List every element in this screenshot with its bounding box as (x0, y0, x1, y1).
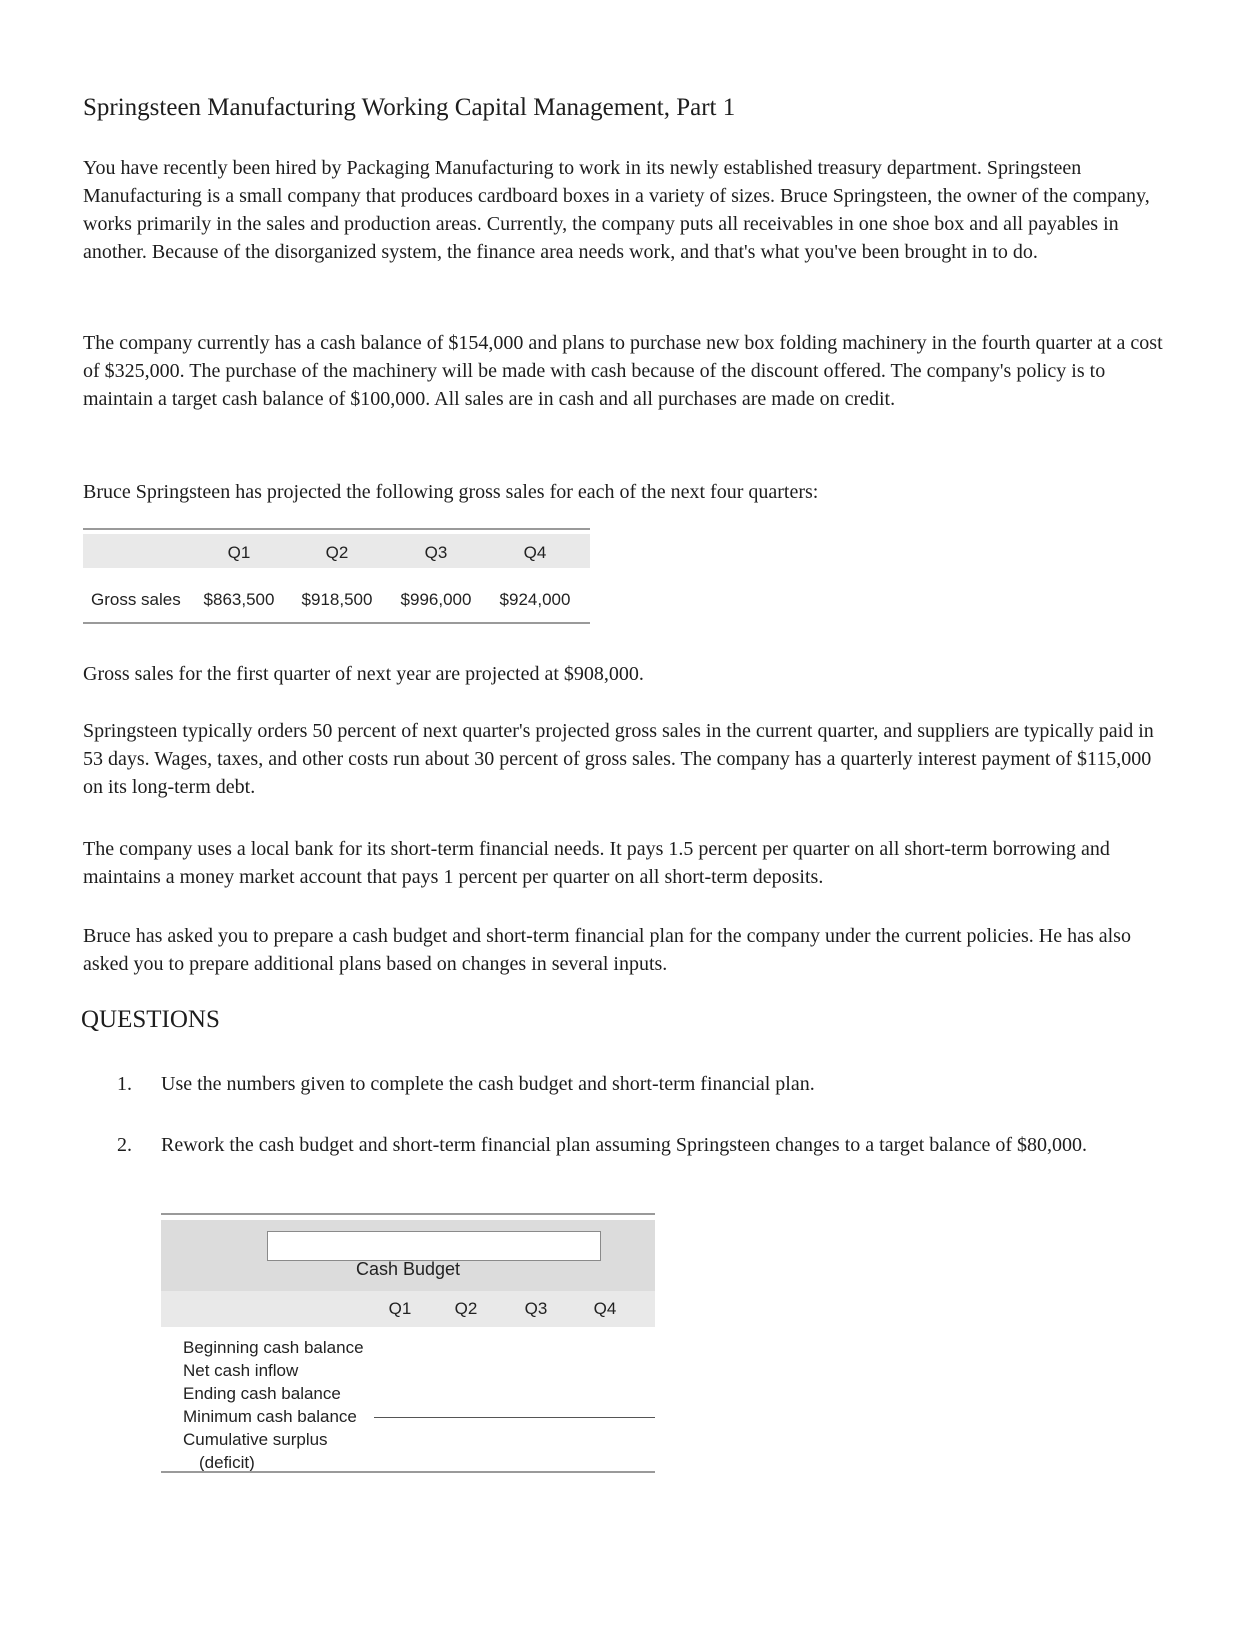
question-2-number: 2. (117, 1134, 132, 1156)
budget-blank-box (267, 1231, 601, 1261)
intro-paragraph: You have recently been hired by Packaging Manufacturing to work in its newly established treasury department. Springsteen Manufacturing is a small company that produces cardboard boxes in a variety of sizes. Bruce Springsteen, the owner of the company, works primarily in the sales and production areas. Currently, the company puts all receivables in one shoe box and all payables in another. Because of the disorganized system, the finance area needs work, and that's what you've been brought in to do. (83, 157, 1150, 263)
row-label-gross-sales: Gross sales (91, 590, 181, 609)
gross-sales-q4: $924,000 (499, 590, 571, 609)
minimum-balance-underline (374, 1417, 655, 1418)
budget-top-rule (161, 1213, 655, 1215)
column-header-q4: Q4 (523, 543, 547, 562)
budget-header-q1: Q1 (388, 1299, 412, 1318)
gross-sales-q2: $918,500 (301, 590, 373, 609)
question-1-number: 1. (117, 1073, 132, 1095)
column-header-q1: Q1 (227, 543, 251, 562)
row-deficit: (deficit) (199, 1453, 255, 1472)
row-ending-cash-balance: Ending cash balance (183, 1384, 341, 1403)
budget-title: Cash Budget (355, 1259, 461, 1279)
gross-sales-table (83, 528, 590, 626)
cash-position-paragraph: The company currently has a cash balance of $154,000 and plans to purchase new box folding machinery in the fourth quarter at a cost of $325,000. The purchase of the machinery will be made with cash because of the discount offered. The company's policy is to maintain a target cash balance of $100,000. All sales are in cash and all purchases are made on credit. (83, 332, 1163, 410)
gross-sales-q1: $863,500 (203, 590, 275, 609)
row-net-cash-inflow: Net cash inflow (183, 1361, 299, 1380)
questions-heading: QUESTIONS (81, 1006, 220, 1033)
next-year-paragraph: Gross sales for the first quarter of next year are projected at $908,000. (83, 663, 644, 685)
table-top-rule (83, 528, 590, 530)
gross-sales-q3: $996,000 (400, 590, 472, 609)
request-paragraph: Bruce has asked you to prepare a cash budget and short-term financial plan for the company under the current policies. He has also asked you to prepare additional plans based on changes in several inputs. (83, 925, 1131, 975)
column-header-q3: Q3 (424, 543, 448, 562)
bank-paragraph: The company uses a local bank for its short-term financial needs. It pays 1.5 percent per quarter on all short-term borrowing and maintains a money market account that pays 1 percent per quarter on all short-term deposits. (83, 838, 1110, 888)
budget-header-q2: Q2 (454, 1299, 478, 1318)
ordering-paragraph: Springsteen typically orders 50 percent of next quarter's projected gross sales in the current quarter, and suppliers are typically paid in 53 days. Wages, taxes, and other costs run about 30 percent of gross sales. The company has a quarterly interest payment of $115,000 on its long-term debt. (83, 720, 1154, 798)
question-1-text: Use the numbers given to complete the cash budget and short-term financial plan. (161, 1073, 815, 1095)
cash-budget-table (161, 1213, 655, 1475)
row-beginning-cash-balance: Beginning cash balance (183, 1338, 364, 1357)
projection-intro-paragraph: Bruce Springsteen has projected the following gross sales for each of the next four quarters: (83, 481, 819, 503)
question-2-text: Rework the cash budget and short-term financial plan assuming Springsteen changes to a target balance of $80,000. (161, 1134, 1088, 1156)
page-title: Springsteen Manufacturing Working Capital Management, Part 1 (83, 94, 736, 121)
budget-bottom-rule (161, 1471, 655, 1473)
budget-header-q3: Q3 (524, 1299, 548, 1318)
row-cumulative-surplus: Cumulative surplus (183, 1430, 328, 1449)
column-header-q2: Q2 (325, 543, 349, 562)
budget-header-q4: Q4 (593, 1299, 617, 1318)
row-minimum-cash-balance: Minimum cash balance (183, 1407, 357, 1426)
table-bottom-rule (83, 622, 590, 624)
